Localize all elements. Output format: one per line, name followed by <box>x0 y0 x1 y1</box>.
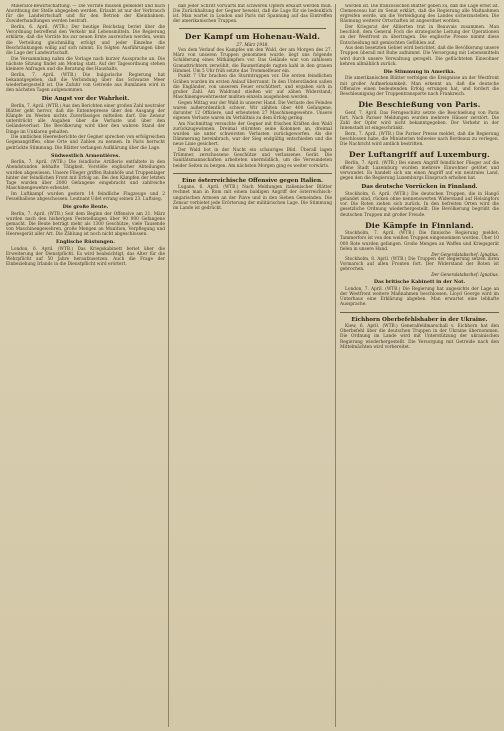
article-paragraph: Die Versammlung nahm die Vorlage nach kurzer Aussprache an. Die nächste Sitzung findet am Montag statt. Auf der Tagesordnung stehen kleinere Anfragen und die Beratung des Haushalts. <box>6 56 165 72</box>
article-paragraph: Lugano, 6. April. (WTB.) Nach Meldungen italienischer Blätter rechnet man in Rom mit einem baldigen Angriff der österreichisch-ungarischen Armeen an der Piave und in den Sieben Gemeinden. Die Zensur verbietet jede Erörterung der militärischen Lage. Die Stimmung im Lande ist gedrückt. <box>173 185 332 211</box>
article-paragraph: Mineralöl-Bewirtschaftung. — Die Vorräte müssen gemeldet und nach Anordnung der Stelle abgegeben werden. Erlaubt ist nur der Verbrauch für die Landwirtschaft und für den Betrieb der Kleinbahnen. Zuwiderhandlungen werden bestraft. <box>6 4 165 25</box>
article-paragraph: London, 7. April. (WTB.) Die Regierung hat angesichts der Lage an der Westfront weitere Maßnahmen beschlossen. Lloyd George wird im Unterhaus eine Erklärung abgeben. Man erwartet eine lebhafte Aussprache. <box>340 286 499 308</box>
article-paragraph: Stockholm, 8. April. (WTB.) Die Truppen der Regierung setzen ihren Vormarsch auf allen Fronten fort. Der Widerstand der Roten ist gebrochen. <box>340 256 499 273</box>
article-paragraph: Berlin, 7. April. (WTB.) Seit dem Beginn der Offensive am 21. März wurden nach den bisherigen Feststellungen über 90 000 Gefangene gemacht. Die Beute beträgt mehr als 1300 Geschütze, viele Tausende von Maschinengewehren, große Mengen an Munition, Verpflegung und Heeresgerät aller Art. Die Zählung ist noch nicht abgeschlossen. <box>6 211 165 238</box>
article-paragraph: Der Wald bot in der Nacht ein schauriges Bild. Überall lagen Trümmer, zerschossene Geschütze und verlassenes Gerät. Die Sanitätsmannschaften arbeiteten unermüdlich, um die Verwundeten beider Seiten zu bergen. Am nächsten Morgen ging es weiter vorwärts. <box>173 148 332 169</box>
article-paragraph: London, 6. April. (WTB.) Das Kriegskabinett beriet über die Erweiterung der Dienstpflicht. Es wird beabsichtigt, das Alter für die Wehrpflicht auf 50 Jahre heraufzusetzen. Auch die Frage der Einbeziehung Irlands in die Dienstpflicht wird erörtert. <box>6 246 165 268</box>
article-paragraph: Kiew, 6. April. (WTB.) Generalfeldmarschall v. Eichhorn hat den Oberbefehl über die deutschen Truppen in der Ukraine übernommen. Die Ordnung im Lande wird mit Unterstützung der ukrainischen Regierung wiederhergestellt. Die Versorgung mit Getreide nach den Mittelmächten wird vorbereitet. <box>340 324 499 350</box>
newspaper-column-2 <box>173 4 336 727</box>
article-paragraph: Berlin, 7. April. (WTB.) Bei einem Angriff feindlicher Flieger auf die offene Stadt Luxemburg wurden mehrere Einwohner getötet und verwundet. Es handelt sich um einen Angriff auf ein neutrales Land, gegen den die Regierung Luxemburgs Einspruch erhoben hat. <box>340 160 499 182</box>
article-headline: Eichhorn Oberbefehlshaber in der Ukraine. <box>351 316 488 323</box>
article-paragraph: Am Nachmittag versuchte der Gegner mit frischen Kräften den Wald zurückzugewinnen. Dreimal stürmten seine Kolonnen an, dreimal wurden sie unter schwersten Verlusten zurückgeworfen. Als die Dämmerung hereinbrach, war der Sieg endgültig entschieden und die neue Linie gesichert. <box>173 121 332 148</box>
article-headline: Der Kampf um Hohenau-Wald. <box>184 31 321 41</box>
article-paragraph: daß jeder Schritt vorwärts mit schweren Opfern erkauft werden muß. Die Zurückhaltung der Gegner beweist, daß die Lage für sie bedenklich ist. Man wartet in London und Paris mit Spannung auf das Eintreffen der amerikanischen Truppen. <box>173 4 332 25</box>
article-headline: Die Angst vor der Wahrheit. <box>41 96 130 103</box>
article-paragraph: Im Luftkampf wurden gestern 14 feindliche Flugzeuge und 2 Fesselballone abgeschossen. Leutnant Udet errang seinen 23. Luftsieg. <box>6 191 165 202</box>
article-paragraph: Berlin, 7. April. (WTB.) Die feindliche Artillerie entfaltete in den Abendstunden lebhafte Tätigkeit. Vorstöße englischer Abteilungen wurden abgewiesen. Unsere Flieger griffen Bahnhöfe und Truppenlager hinter der feindlichen Front mit Erfolg an. Bei den Kämpfen der letzten Tage wurden über 2000 Gefangene eingebracht und zahlreiche Maschinengewehre erbeutet. <box>6 160 165 192</box>
article-headline: Die große Beute. <box>62 204 109 210</box>
newspaper-column-3 <box>340 4 499 727</box>
article-paragraph: Bern, 7. April. (WTB.) Die Pariser Presse meldet, daß die Regierung beschlossen habe, die Ministerien teilweise nach Bordeaux zu verlegen. Die Nachricht wird amtlich bestritten. <box>340 131 499 148</box>
article-paragraph: Die amtlichen Heeresberichte der Gegner sprechen von erfolgreichen Gegenangriffen, ohne Orte und Zahlen zu nennen. In Paris herrscht gedrückte Stimmung. Die Blätter verlangen Aufklärung über die Lage. <box>6 135 165 151</box>
article-headline: Das deutsche Vorrücken in Finnland. <box>361 184 478 191</box>
article-headline: Der Luftangriff auf Luxemburg. <box>349 150 490 160</box>
article-dateline: 27. März 1918. <box>236 42 269 48</box>
section-divider-rule <box>173 173 332 174</box>
newspaper-column-1 <box>6 4 169 727</box>
article-headline: Südwestlich Armentières. <box>50 152 121 159</box>
article-signature: Der Generalstabschef: Ignatius. <box>431 272 499 278</box>
article-paragraph: Gegen Mittag war der Wald in unserer Hand. Die Verluste des Feindes waren außerordentlich schwer. Wir zählten über 400 Gefangene, darunter 12 Offiziere, und erbeuteten 27 Maschinengewehre. Unsere eigenen Verluste waren im Verhältnis zu dem Erfolg gering. <box>173 100 332 122</box>
article-paragraph: Berlin, 6. April. (WTB.) Der heutige Reichstag beriet über die Verordnung betreffend den Verkehr mit Lebensmitteln. Die Regierung erklärte, daß die Vorräte bis zur neuen Ernte ausreichen werden, wenn die Verteilung gleichmäßig erfolgt und jeder Einzelne die Beschränkungen willig auf sich nimmt. Es folgten Ausführungen über die Lage der Landwirtschaft. <box>6 25 165 56</box>
article-paragraph: Aus dem besetzten Gebiet wird berichtet, daß die Bevölkerung unsere Truppen überall mit Ruhe aufnimmt. Die Versorgung mit Lebensmitteln wird durch unsere Verwaltung geregelt. Die geflüchteten Einwohner kehren allmählich zurück. <box>340 46 499 67</box>
article-paragraph: Berlin, 7. April. (WTB.) Aus den Berichten einer großen Zahl neutraler Blätter geht hervor, daß die Ententepresse über den Ausgang der Kämpfe im Westen nichts Zuverlässiges mitteilen darf. Die Zensur unterdrückt alle Angaben über die Verluste und über den Geländeverlust. Die Bevölkerung wird über den wahren Stand der Dinge im Unklaren gehalten. <box>6 103 165 135</box>
article-headline: Die Kämpfe in Finnland. <box>365 220 474 230</box>
article-headline: Eine österreichische Offensive gegen Italien. <box>181 177 323 184</box>
article-paragraph: Berlin, 7. April. (WTB.) Die bulgarische Regierung hat bekanntgegeben, daß die Verbindung über das Schwarze Meer wiederhergestellt ist. Die Zufuhr von Getreide aus Rumänien wird in den nächsten Tagen aufgenommen. <box>6 72 165 93</box>
article-headline: Die Beschießung von Paris. <box>358 100 481 110</box>
article-headline: Das britische Kabinett in der Not. <box>373 279 466 286</box>
article-headline: Die Stimmung in Amerika. <box>383 68 456 75</box>
article-headline: Englische Rüstungen. <box>56 239 115 246</box>
column-divider-rule <box>179 28 326 29</box>
article-paragraph: Punkt 7 Uhr brachen die Sturmtruppen vor. Die ersten feindlichen Gräben wurden im ersten Anlauf überrannt. In den Unterständen saßen die Engländer, von unserem Feuer erschüttert, und ergaben sich in großer Zahl. Am Waldrand stießen wir auf zähen Widerstand; Maschinengewehrnester mußten einzeln ausgehoben werden. <box>173 74 332 101</box>
article-paragraph: Stockholm, 6. April. (WTB.) Die deutschen Truppen, die in Hangö gelandet sind, rücken ohne nennenswerten Widerstand auf Helsingfors vor. Die Roten ziehen sich zurück. In den befreiten Orten wird die gesetzliche Ordnung wiederhergestellt. Die Bevölkerung begrüßt die deutschen Truppen mit großer Freude. <box>340 191 499 218</box>
article-signature: Der Generalstabschef: Ignatius. <box>431 251 499 257</box>
article-paragraph: Stockholm, 7. April. (WTB.) Die finnische Regierung meldet: Tammerfors ist von den weißen Truppen eingenommen worden. Über 10 000 Rote wurden gefangen. Große Mengen an Waffen und Kriegsgerät fielen in unsere Hand. <box>340 231 499 252</box>
article-paragraph: Genf, 7. April. Das Ferngeschütz setzte die Beschießung von Paris fort. Nach Pariser Meldungen wurden mehrere Häuser zerstört. Die Zahl der Opfer wird nicht bekanntgegeben. Der Verkehr in der Innenstadt ist eingeschränkt. <box>340 110 499 132</box>
article-paragraph: Der Kriegsrat der Alliierten trat in Beauvais zusammen. Man beschloß, dem General Foch die strategische Leitung der Operationen an der Westfront zu übertragen. Die englische Presse nimmt diese Entscheidung mit gemischten Gefühlen auf. <box>340 25 499 46</box>
section-divider-rule <box>340 312 499 313</box>
article-paragraph: Die amerikanischen Blätter verfolgen die Ereignisse an der Westfront mit großer Aufmerksamkeit. Man erkennt an, daß die deutsche Offensive einen bedeutenden Erfolg errungen hat, und fordert die Beschleunigung der Truppentransporte nach Frankreich. <box>340 76 499 97</box>
article-paragraph: worden ist. Die französischen Blätter geben zu, daß die Lage ernst ist. Clemenceau hat im Senat erklärt, daß die Regierung alle Maßnahmen ergreifen werde, um die Verteidigung des Landes sicherzustellen. Die Räumung weiterer Ortschaften ist angeordnet worden. <box>340 4 499 25</box>
article-paragraph: Von dem Verlauf des Kampfes um den Wald, der am Morgen des 27. März von unseren Truppen genommen wurde, liegt uns folgende Schilderung eines Mitkämpfers vor. Das Gelände war von zahllosen Granattrichtern zerwühlt, die Baumstümpfe ragten kahl in den grauen Himmel. Um 5 Uhr früh setzte das Trommelfeuer ein. <box>173 48 332 74</box>
